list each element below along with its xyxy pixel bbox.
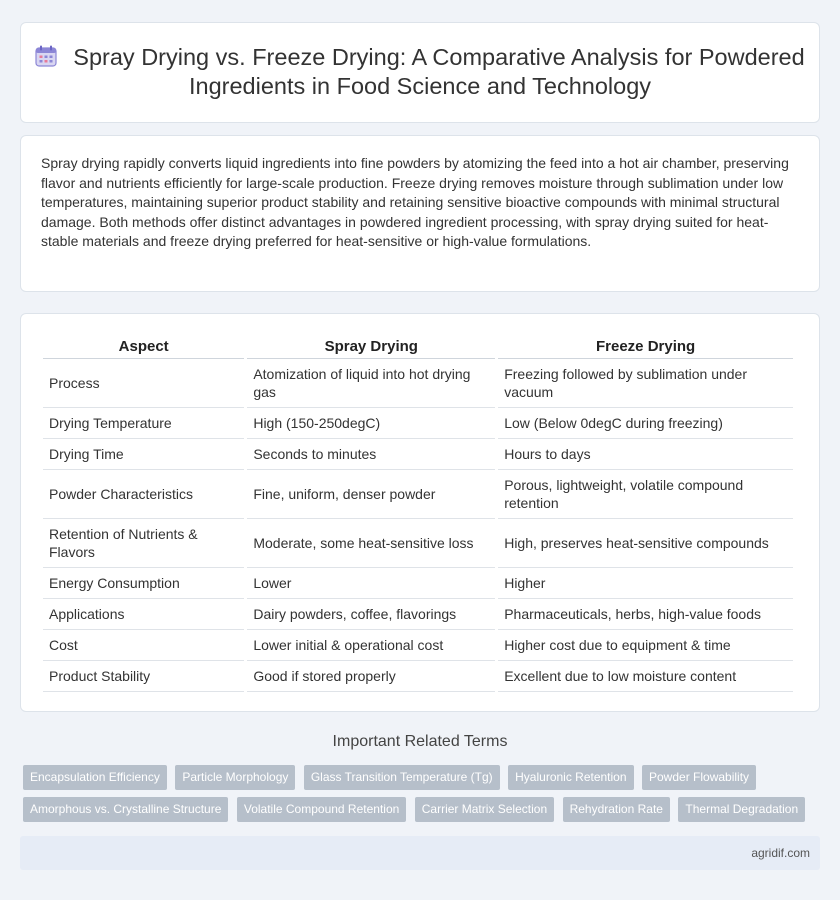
cell-aspect: Drying Temperature: [43, 408, 244, 439]
cell-freeze: Porous, lightweight, volatile compound retention: [498, 470, 793, 519]
page-title: [21, 43, 819, 101]
cell-freeze: Pharmaceuticals, herbs, high-value foods: [498, 599, 793, 630]
cell-freeze: High, preserves heat-sensitive compounds: [498, 519, 793, 568]
table-row: [43, 599, 793, 630]
cell-spray: High (150-250degC): [247, 408, 495, 439]
cell-aspect: Process: [43, 359, 244, 408]
cell-spray: Lower: [247, 568, 495, 599]
footer-site-link[interactable]: agridif.com: [751, 846, 810, 860]
cell-aspect: Powder Characteristics: [43, 470, 244, 519]
related-term-tag[interactable]: Powder Flowability: [642, 765, 756, 790]
related-term-tag[interactable]: Volatile Compound Retention: [237, 797, 406, 822]
table-header-row: [43, 332, 793, 359]
table-row: [43, 630, 793, 661]
related-terms-tags: [23, 765, 823, 829]
cell-spray: Dairy powders, coffee, flavorings: [247, 599, 495, 630]
table-row: [43, 661, 793, 692]
related-term-tag[interactable]: Encapsulation Efficiency: [23, 765, 167, 790]
related-term-tag[interactable]: Thermal Degradation: [678, 797, 805, 822]
comparison-table-card: [20, 313, 820, 712]
table-row: [43, 439, 793, 470]
page-title-text: Spray Drying vs. Freeze Drying: A Comparative Analysis for Powdered Ingredients in Food Science and Technology: [73, 44, 805, 99]
header-freeze-drying: Freeze Drying: [498, 332, 793, 359]
cell-freeze: Hours to days: [498, 439, 793, 470]
cell-freeze: Higher: [498, 568, 793, 599]
related-term-tag[interactable]: Rehydration Rate: [563, 797, 670, 822]
cell-aspect: Cost: [43, 630, 244, 661]
comparison-table: [40, 332, 796, 692]
related-term-tag[interactable]: Particle Morphology: [175, 765, 295, 790]
table-row: [43, 359, 793, 408]
cell-freeze: Low (Below 0degC during freezing): [498, 408, 793, 439]
intro-card: [20, 135, 820, 292]
cell-freeze: Higher cost due to equipment & time: [498, 630, 793, 661]
cell-spray: Lower initial & operational cost: [247, 630, 495, 661]
cell-spray: Fine, uniform, denser powder: [247, 470, 495, 519]
cell-aspect: Applications: [43, 599, 244, 630]
header-aspect: Aspect: [43, 332, 244, 359]
title-card: [20, 22, 820, 123]
table-row: [43, 470, 793, 519]
related-term-tag[interactable]: Hyaluronic Retention: [508, 765, 633, 790]
related-term-tag[interactable]: Glass Transition Temperature (Tg): [304, 765, 500, 790]
table-row: [43, 408, 793, 439]
table-row: [43, 519, 793, 568]
cell-spray: Moderate, some heat-sensitive loss: [247, 519, 495, 568]
cell-aspect: Drying Time: [43, 439, 244, 470]
cell-aspect: Energy Consumption: [43, 568, 244, 599]
footer: [20, 836, 820, 870]
cell-spray: Seconds to minutes: [247, 439, 495, 470]
table-row: [43, 568, 793, 599]
cell-aspect: Retention of Nutrients & Flavors: [43, 519, 244, 568]
cell-spray: Atomization of liquid into hot drying gas: [247, 359, 495, 408]
calendar-icon: [35, 45, 57, 67]
cell-freeze: Freezing followed by sublimation under vacuum: [498, 359, 793, 408]
related-terms-heading: Important Related Terms: [332, 733, 508, 750]
intro-paragraph: Spray drying rapidly converts liquid ingredients into fine powders by atomizing the feed into a hot air chamber, preserving flavor and nutrients efficiently for large-scale production. Freeze drying removes moisture through sublimation under low temperatures, maintaining superior product stability and retaining sensitive bioactive compounds with minimal structural damage. Both methods offer distinct advantages in powdered ingredient processing, with spray drying suited for heat-stable materials and freeze drying preferred for heat-sensitive or high-value formulations.: [41, 155, 789, 249]
related-term-tag[interactable]: Amorphous vs. Crystalline Structure: [23, 797, 228, 822]
cell-spray: Good if stored properly: [247, 661, 495, 692]
cell-aspect: Product Stability: [43, 661, 244, 692]
related-term-tag[interactable]: Carrier Matrix Selection: [415, 797, 554, 822]
cell-freeze: Excellent due to low moisture content: [498, 661, 793, 692]
header-spray-drying: Spray Drying: [247, 332, 495, 359]
